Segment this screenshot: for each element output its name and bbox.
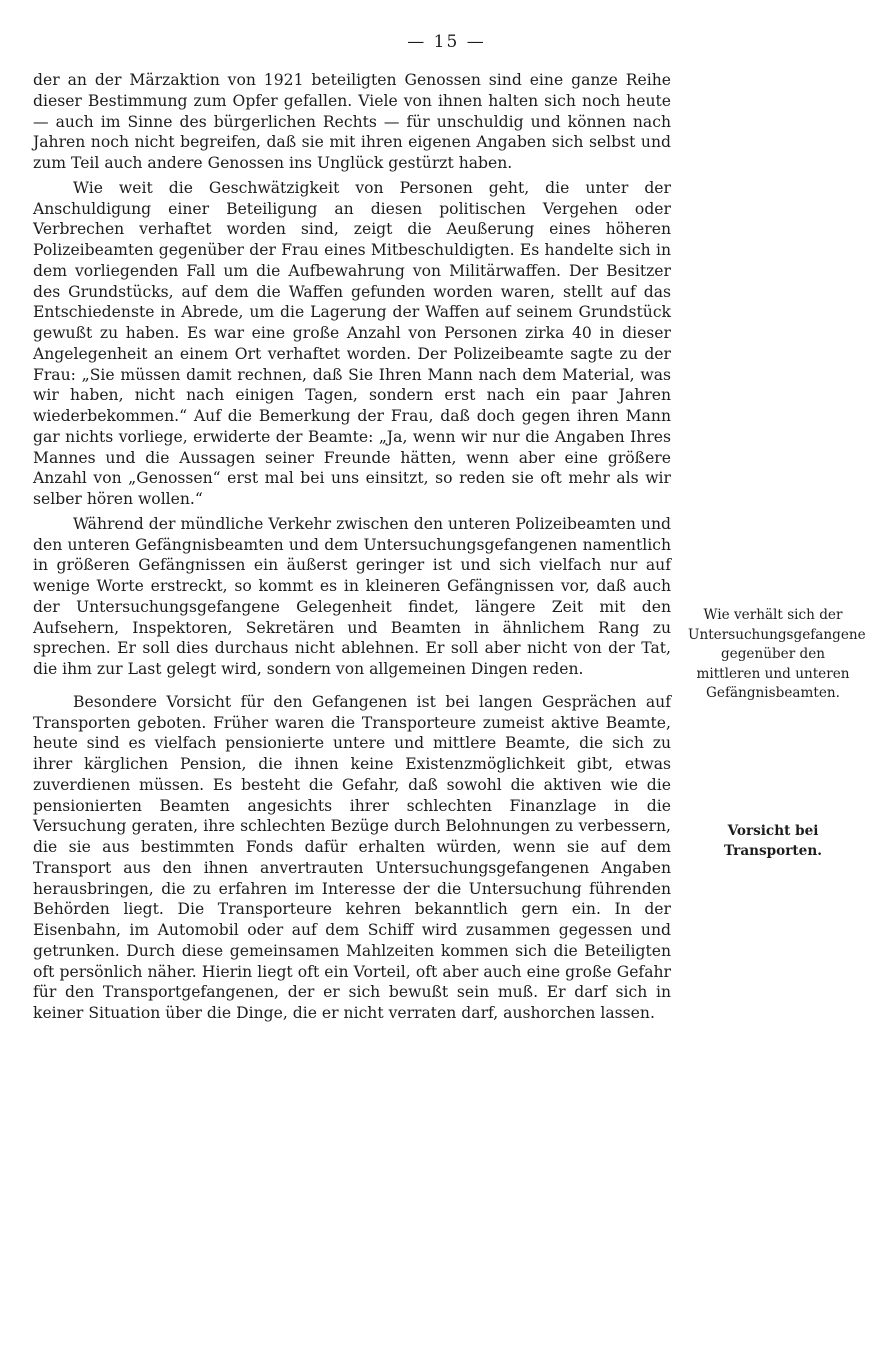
paragraph-2: Wie weit die Geschwätzigkeit von Personen geht, die unter der Anschuldigung einer Beteiligung an diesen politischen Vergehen oder Verbrechen verhaftet worden sind, zeigt die Aeußerung eines höheren Polizeibeamten gegenüber der Frau eines Mitbeschuldigten. Es handelte sich in dem vorliegenden Fall um die Aufbewahrung von Militärwaffen. Der Besitzer des Grundstücks, auf dem die Waffen gefunden worden waren, stellt auf das Entschiedenste in Abrede, um die Lagerung der Waffen auf seinem Grundstück gewußt zu haben. Es war eine große Anzahl von Personen zirka 40 in dieser Angelegenheit an einem Ort verhaftet worden. Der Polizeibeamte sagte zu der Frau: „Sie müssen damit rechnen, daß Sie Ihren Mann nach dem Material, was wir haben, nicht nach einigen Tagen, sondern erst nach ein paar Jahren wiederbekommen.“ Auf die Bemerkung der Frau, daß doch gegen ihren Mann gar nichts vorliege, erwiderte der Beamte: „Ja, wenn wir nur die Angaben Ihres Mannes und die Aussagen seiner Freunde hätten, wenn aber eine größere Anzahl von „Genossen“ erst mal bei uns einsitzt, so reden sie oft mehr als wir selber hören wollen.“ xyxy=(33,178,671,508)
page-number: — 15 — xyxy=(407,32,486,52)
body-text-column xyxy=(33,70,671,1024)
paragraph-1: der an der Märzaktion von 1921 beteiligten Genossen sind eine ganze Reihe dieser Bestimmung zum Opfer gefallen. Viele von ihnen halten sich noch heute — auch im Sinne des bürgerlichen Rechts — für unschuldig und können nach Jahren noch nicht begreifen, daß sie mit ihren eigenen Angaben sich selbst und zum Teil auch andere Genossen ins Unglück gestürzt haben. xyxy=(33,71,671,172)
paragraph-4: Besondere Vorsicht für den Gefangenen ist bei langen Gesprächen auf Transporten geboten. Früher waren die Transporteure zumeist aktive Beamte, heute sind es vielfach pensionierte untere und mittlere Beamte, die sich zu ihrer kärglichen Pension, die ihnen keine Existenzmöglichkeit gibt, etwas zuverdienen müssen. Es besteht die Gefahr, daß sowohl die aktiven wie die pensionierten Beamten angesichts ihrer schlechten Finanzlage in die Versuchung geraten, ihre schlechten Bezüge durch Belohnungen zu verbessern, die sie aus bestimmten Fonds dafür erhalten würden, wenn sie auf dem Transport aus den ihnen anvertrauten Untersuchungsgefangenen Angaben herausbringen, die zu erfahren im Interesse der die Untersuchung führenden Behörden liegt. Die Transporteure kehren bekanntlich gern ein. In der Eisenbahn, im Automobil oder auf dem Schiff wird zusammen gegessen und getrunken. Durch diese gemeinsamen Mahlzeiten kommen sich die Beteiligten oft persönlich näher. Hierin liegt oft ein Vorteil, oft aber auch eine große Gefahr für den Transportgefangenen, der er sich bewußt sein muß. Er darf sich in keiner Situation über die Dinge, die er nicht verraten darf, aushorchen lassen. xyxy=(33,692,671,1022)
paragraph-3: Während der mündliche Verkehr zwischen den unteren Polizeibeamten und den unteren Gefängnisbeamten und dem Untersuchungsgefangenen namentlich in größeren Gefängnissen ein äußerst geringer ist und sich vielfach nur auf wenige Worte erstreckt, so kommt es in kleineren Gefängnissen vor, daß auch der Untersuchungsgefangene Gelegenheit findet, längere Zeit mit den Aufsehern, Inspektoren, Sekretären und Beamten in ähnlichem Rang zu sprechen. Er soll dies durchaus nicht ablehnen. Er soll aber nicht von der Tat, die ihm zur Last gelegt wird, sondern von allgemeinen Dingen reden. xyxy=(33,514,671,678)
margin-note-untersuchungsgefangene: Wie verhält sich der Untersuchungsgefangene gegenüber den mittleren und unteren Gefängnisbeamten. xyxy=(688,607,866,701)
margin-note-transporte: Vorsicht bei Transporten. xyxy=(724,823,822,859)
